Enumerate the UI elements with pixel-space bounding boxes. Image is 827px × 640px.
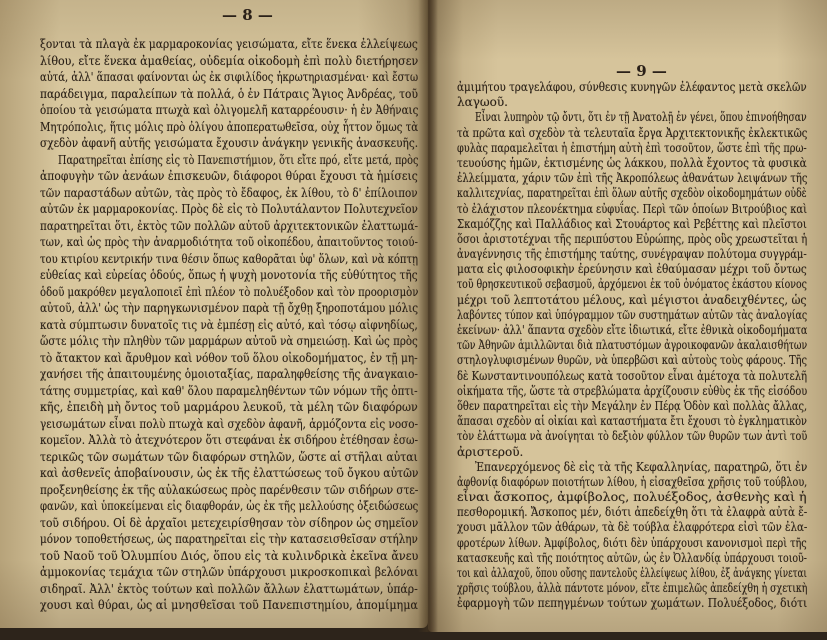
text-line: τὸ ἄτακτον καὶ ἄρυθμον καὶ νόθον τοῦ ὅλου οἰκοδομήματος, ἐν τῇ μη- [40,349,418,365]
text-line: ἀναγέννησις τῆς ἐπιστήμης ταύτης, συνέγραψαν πολύτομα συγγράμ- [457,247,807,262]
text-line: σχεδὸν ἀφανῆ αὐτῆς γεισώματα ἔχουσιν ἀνάγκην γενικῆς ἀνασκευῆς. [40,135,418,150]
text-line: ἐκείνων· ἀλλ' ἅπαντα σχεδὸν εἴτε ἰδιωτικά, εἴτε ἐθνικὰ οἰκοδομήματα [457,323,807,337]
text-line: του κτιρίου κεντρικήν τινα θέσιν ὅπως καθορᾶται ὑφ' ὅλων, καὶ νὰ κόπτῃ [40,250,418,266]
text-line: κῆς, ἐπειδὴ μὴ ὄντος τοῦ μαρμάρου λευκοῦ, τὰ μέλη τῶν διαφόρων [40,399,418,414]
text-line: χουσι καὶ θύραι, ὡς αἱ μνησθεῖσαι τοῦ Πανεπιστημίου, ἀπομίμημα [40,597,418,612]
page-number: — 9 — [616,62,667,80]
text-line: τερικῶς τῶν σωμάτων τῶν διαφόρων στηλῶν, ὥστε αἱ στῆλαι αὐται [40,448,418,464]
text-line: οἰκήματα τῆς, ὥστε τὰ στρεβλώματα ἀρχίζουσιν εὐθὺς ἐκ τῆς εἰσόδου [457,383,807,398]
text-line: στηλογλυφισμένων θυρῶν, νὰ ὑπερβῶσι καὶ αὐτοὺς τοὺς φάρους. Τῆς [457,353,807,368]
text-line: ὅθεν παρατηρεῖται εἰς τὴν Μεγάλην ἐν Πέρᾳ Ὁδὸν καὶ πολλὰς ἄλλας, [457,398,807,413]
text-line: ματα εἰς φιλοσοφικὴν ἐρεύνησιν καὶ ἐθαύμασαν μέχρι τοῦ ὄντως [457,262,807,277]
paragraph-end-line: ἀριστεροῦ. [457,444,524,459]
text-line: ἐλλείμματα, χάριν τῶν ἐπὶ τῆς Ἀκροπόλεως ἀθανάτων λειψάνων τῆς [457,171,807,186]
text-line: τῶν Ἀθηνῶν ἁμιλλῶνται διὰ πλατυστόμων ἀγροικοφανῶν ἀκαλαισθήτων [457,338,807,353]
left-page-text [40,36,418,618]
text-line: ὁποίου τὰ γεισώματα πτωχὰ καὶ ὀλιγομελῆ καταρρέουσιν· ἡ ἐν Ἀθήναις [40,102,418,117]
text-line: ἀμιμήτου τραγελάφου, σύνθεσις κυνηγῶν ἐλέφαντος μετὰ σκελῶν [457,80,807,94]
text-line: λίθου, εἴτε ἕνεκα ἀμαθείας, οὐδεμία οἰκοδομὴ ἐπὶ πολὺ διετήρησεν [40,52,418,68]
text-line: παράδειγμα, παραλείπων τὰ πολλά, ὁ ἐν Πάτραις Ἅγιος Ἀνδρέας, τοῦ [40,85,418,101]
text-line: παρατηρεῖται ὅτι, ἐκτὸς τῶν πολλῶν αὐτοῦ ἀρχιτεκτονικῶν ἐλαττωμά- [40,217,418,233]
text-line: κομεῖον. Ἀλλὰ τὸ ἀτεχνότερον ὅτι στεφάναι ἐκ σιδήρου ἐτέθησαν ἐσω- [40,432,418,447]
text-line: εἶναι ἄσκοπος, ἀμφίβολος, πολυέξοδος, ἀσθενὴς καὶ ἡ [457,490,807,505]
paragraph-start-line: Παρατηρεῖται ἐπίσης εἰς τὸ Πανεπιστήμιον, ὅτι εἴτε πρό, εἴτε μετά, πρὸς [58,151,418,167]
text-line: τάτης συμμετρίας, καὶ καθ' ὅλου παραμεληθέντων τῶν νόμων τῆς ὀπτι- [40,382,418,398]
text-line: ὥστε μόλις τὴν πληθὺν τῶν μαρμάρων αὐτοῦ νὰ σημειώσῃ. Καὶ ὡς πρὸς [40,333,418,348]
text-line: χρῆσις τούβλου, ἀλλὰ πάντοτε μόνον, εἴτε ἐπιμελῶς ἀπεδείχθη ἡ σχετικὴ [457,581,807,596]
text-line: τὸ ἐλάχιστον πλεονέκτημα εὐφυΐας. Περὶ τῶν ὁποίων Βιτρούβιος καὶ [457,201,807,216]
text-line: Σκαμόζζης καὶ Παλλάδιος καὶ Στουάρτος καὶ Ρεβέττης καὶ πλεῖστοι [457,216,807,231]
text-line: ἀποφυγὴν τῶν ἀενάων ἐπισκευῶν, διάφοροι θύραι ἔχουσι τὰ ἡμίσεις [40,168,418,183]
text-line: τὸν ἐλάττωμα νὰ ἀνοίγηται τὸ δεξιὸν φύλλον τῶν θυρῶν των ἀντὶ τοῦ [457,429,807,444]
text-line: δὲ Κωνσταντινουπόλεως κατὰ τοσοῦτον εἶναι ἀμέτοχα τὰ πολυτελῆ [457,368,807,383]
paragraph-start-line: Εἶναι λυπηρὸν τῷ ὄντι, ὅτι ἐν τῇ Ἀνατολῇ ἐν γένει, ὅπου ἐπινοήθησαν [475,110,807,125]
text-line: των, καὶ ὡς πρὸς τὴν ἀναρμοδιότητα τοῦ οἰκοπέδου, ἀπαιτοῦντος τοιού- [40,234,418,249]
text-line: ξονται τὰ πλαγὰ ἐκ μαρμαροκονίας γεισώματα, εἴτε ἕνεκα ἐλλείψεως [40,36,418,51]
text-line: χουσι μᾶλλον τῶν ἀθάρων, τὰ δὲ τούβλα ἐλαφρότερα εἰσὶ τῶν ἐλα- [457,520,807,535]
text-line: μέχρι τοῦ λεπτοτάτου μέλους, καὶ μέγιστοι ἀναδειχθέντες, ὡς [457,292,807,307]
paragraph-start-line: Ἐπανερχόμενος δὲ εἰς τὰ τῆς Κεφαλληνίας, παρατηρῶ, ὅτι ἐν [475,459,807,474]
text-line: μόνον τοποθετήσεως, ὡς παρατηρεῖται εἰς τὴν κατασεισθεῖσαν στήλην [40,531,418,546]
text-line: Μητρόπολις, ἥτις μόλις πρὸ ὀλίγου ἀποπερατωθεῖσα, οὐχ ἧττον ὅμως τὰ [40,118,418,134]
text-line: φροτέρων λίθων. Ἀμφίβολος, διότι δὲν ὑπάρχουσι κανονισμοὶ περὶ τῆς [457,535,807,550]
text-line: προξενηθείσης ἐκ τῆς αὐλακώσεως πρὸς παρένθεσιν τῶν σιδήρων στε- [40,481,418,497]
text-line: καὶ ἀσθενεῖς ἀποβαίνουσιν, ὡς ἐκ τῆς ἐλαττώσεως τοῦ ὄγκου αὐτῶν [40,465,418,480]
text-line: ἀμμοκονίας τεμάχια τῶν στηλῶν ὑπάρχουσι μικροσκοπικαὶ βελόναι [40,564,418,579]
text-line: τοῦ σιδήρου. Οἱ δὲ ἀρχαῖοι μετεχειρίσθησαν τὸν σίδηρον ὡς σημεῖον [40,514,418,530]
text-line: ἀφθονίᾳ διαφόρων ποιοτήτων λίθου, ἡ εἰσαχθεῖσα χρῆσις τοῦ τούβλου, [457,474,807,489]
text-line: ὅσοι ἀριστοτέχναι τῆς περιπύστου Εὐρώπης, πρὸς οὓς χρεωστεῖται ἡ [457,231,807,246]
right-page-text [457,80,807,620]
text-line: αὐτά, ἀλλ' ἅπασαι φαίνονται ὡς ἐκ σιφιλίδος ἠκρωτηριασμέναι· καὶ ἔστω [40,69,418,84]
text-line: πεσθορομική. Ἄσκοπος μέν, διότι ἀπεδείχθη ὅτι τὰ ἐλαφρὰ αὐτὰ ἔ- [457,505,807,520]
text-line: φυλὰς παραμελεῖται ἡ ἐπιστήμη αὐτὴ ἐπὶ τοσοῦτον, ὥστε ἐπὶ τῆς πρω- [457,140,807,155]
text-line: εὐθείας καὶ εὐρείας ὁδούς, ὅπως ἡ ψυχὴ μονοτονία τῆς εὐθύτητος τῆς [40,267,418,282]
text-line: κατασκευῆς καὶ τῆς ποιότητος αὐτῶν, ὡς ἐν Ὀλλανδίᾳ ὑπάρχουσι τοιοῦ- [457,550,807,565]
text-line: τῶν παραστάδων αὐτῶν, τὰς πρὸς τὸ ἔδαφος, ἐκ λίθου, τὸ δ' ἐπίλοιπον [40,184,418,200]
right-page [428,0,827,632]
paragraph-end-line: λαγωοῦ. [457,95,508,110]
text-line: ἐφαρμογὴ τῶν πεπηγμένων τούτων χωμάτων. Πολυέξοδος, διότι [457,596,807,611]
text-line: ἅπασαι σχεδὸν αἱ οἰκίαι καὶ καταστήματα ἔτι ἔχουσι τὸ ἐγκληματικὸν [457,414,807,429]
text-line: ὁδοῦ μακρόθεν μεγαλοποιεῖ ἐπὶ πλέον τὸ πολυέξοδον καὶ τὸν προορισμὸν [40,283,418,299]
text-line: τὰ πρῶτα καὶ σχεδὸν τὰ τελευταῖα ἔργα Ἀρχιτεκτονικῆς ἐκλεκτικῶς [457,125,807,140]
text-line: τοῦ θρησκευτικοῦ σεβασμοῦ, ἀρχόμενοι ἐκ τοῦ ὀνόματος ἑκάστου κίονος [457,277,807,292]
text-line: τευούσης ἡμῶν, ἐκτισμένης ὡς λάκκου, πολλὰ ἔχοντος τὰ φυσικὰ [457,155,807,170]
text-line: τοι καὶ ἀλλαχοῦ, ὅπου οὔσης παντελοῦς ἐλλείψεως λίθου, ἐξ ἀνάγκης γίνεται [457,566,807,580]
text-line: αὐτοῦ, ἀλλ' ὡς τὴν παρηγκωνισμένον παρὰ τῇ ὄχθῃ ξηροποτάμου μόλις [40,300,418,315]
page-number: — 8 — [222,6,273,24]
text-line: καλλιτεχνίας, παρατηρεῖται ἐπὶ ὅλων αὐτῆς σχεδὸν οἰκοδομημάτων οὐδὲ [457,186,807,201]
text-line: φανῶν, καὶ ὑποκείμεναι εἰς διαφθοράν, ὡς ἐκ τῆς μελλούσης ὀξειδώσεως [40,498,418,513]
text-line: χανήσει τῆς ἀπαιτουμένης ὁμοιοταξίας, παραληφθείσης τῆς ἀναγκαιο- [40,366,418,381]
text-line: γεισωμάτων εἶναι πολὺ πτωχὰ καὶ σχεδὸν ἀφανῆ, ἁρμόζοντα εἰς νοσο- [40,415,418,431]
text-line: λαβόντες τύπον καὶ ὑπόγραμμον τῶν συστημάτων αὐτῶν τὰς ἀναλογίας [457,307,807,322]
book-gutter [418,0,438,632]
text-line: τοῦ Ναοῦ τοῦ Ὀλυμπίου Διός, ὅπου εἰς τὰ κυλινδρικὰ ἐκεῖνα ἄνευ [40,547,418,563]
text-line: κατὰ σύμπτωσιν δυνατοῖς τις νὰ ἐμπέσῃ εἰς αὐτό, καὶ τόσῳ αἰφνηδίως, [40,316,418,332]
text-line: αὐτῶν ἐκ μαρμαροκονίας. Πρὸς δὲ εἰς τὸ Πολυτάλαντον Πολυτεχνεῖον [40,201,418,216]
text-line: σιδηραῖ. Ἀλλ' ἐκτὸς τούτων καὶ πολλῶν ἄλλων ἐλαττωμάτων, ὑπάρ- [40,580,418,596]
